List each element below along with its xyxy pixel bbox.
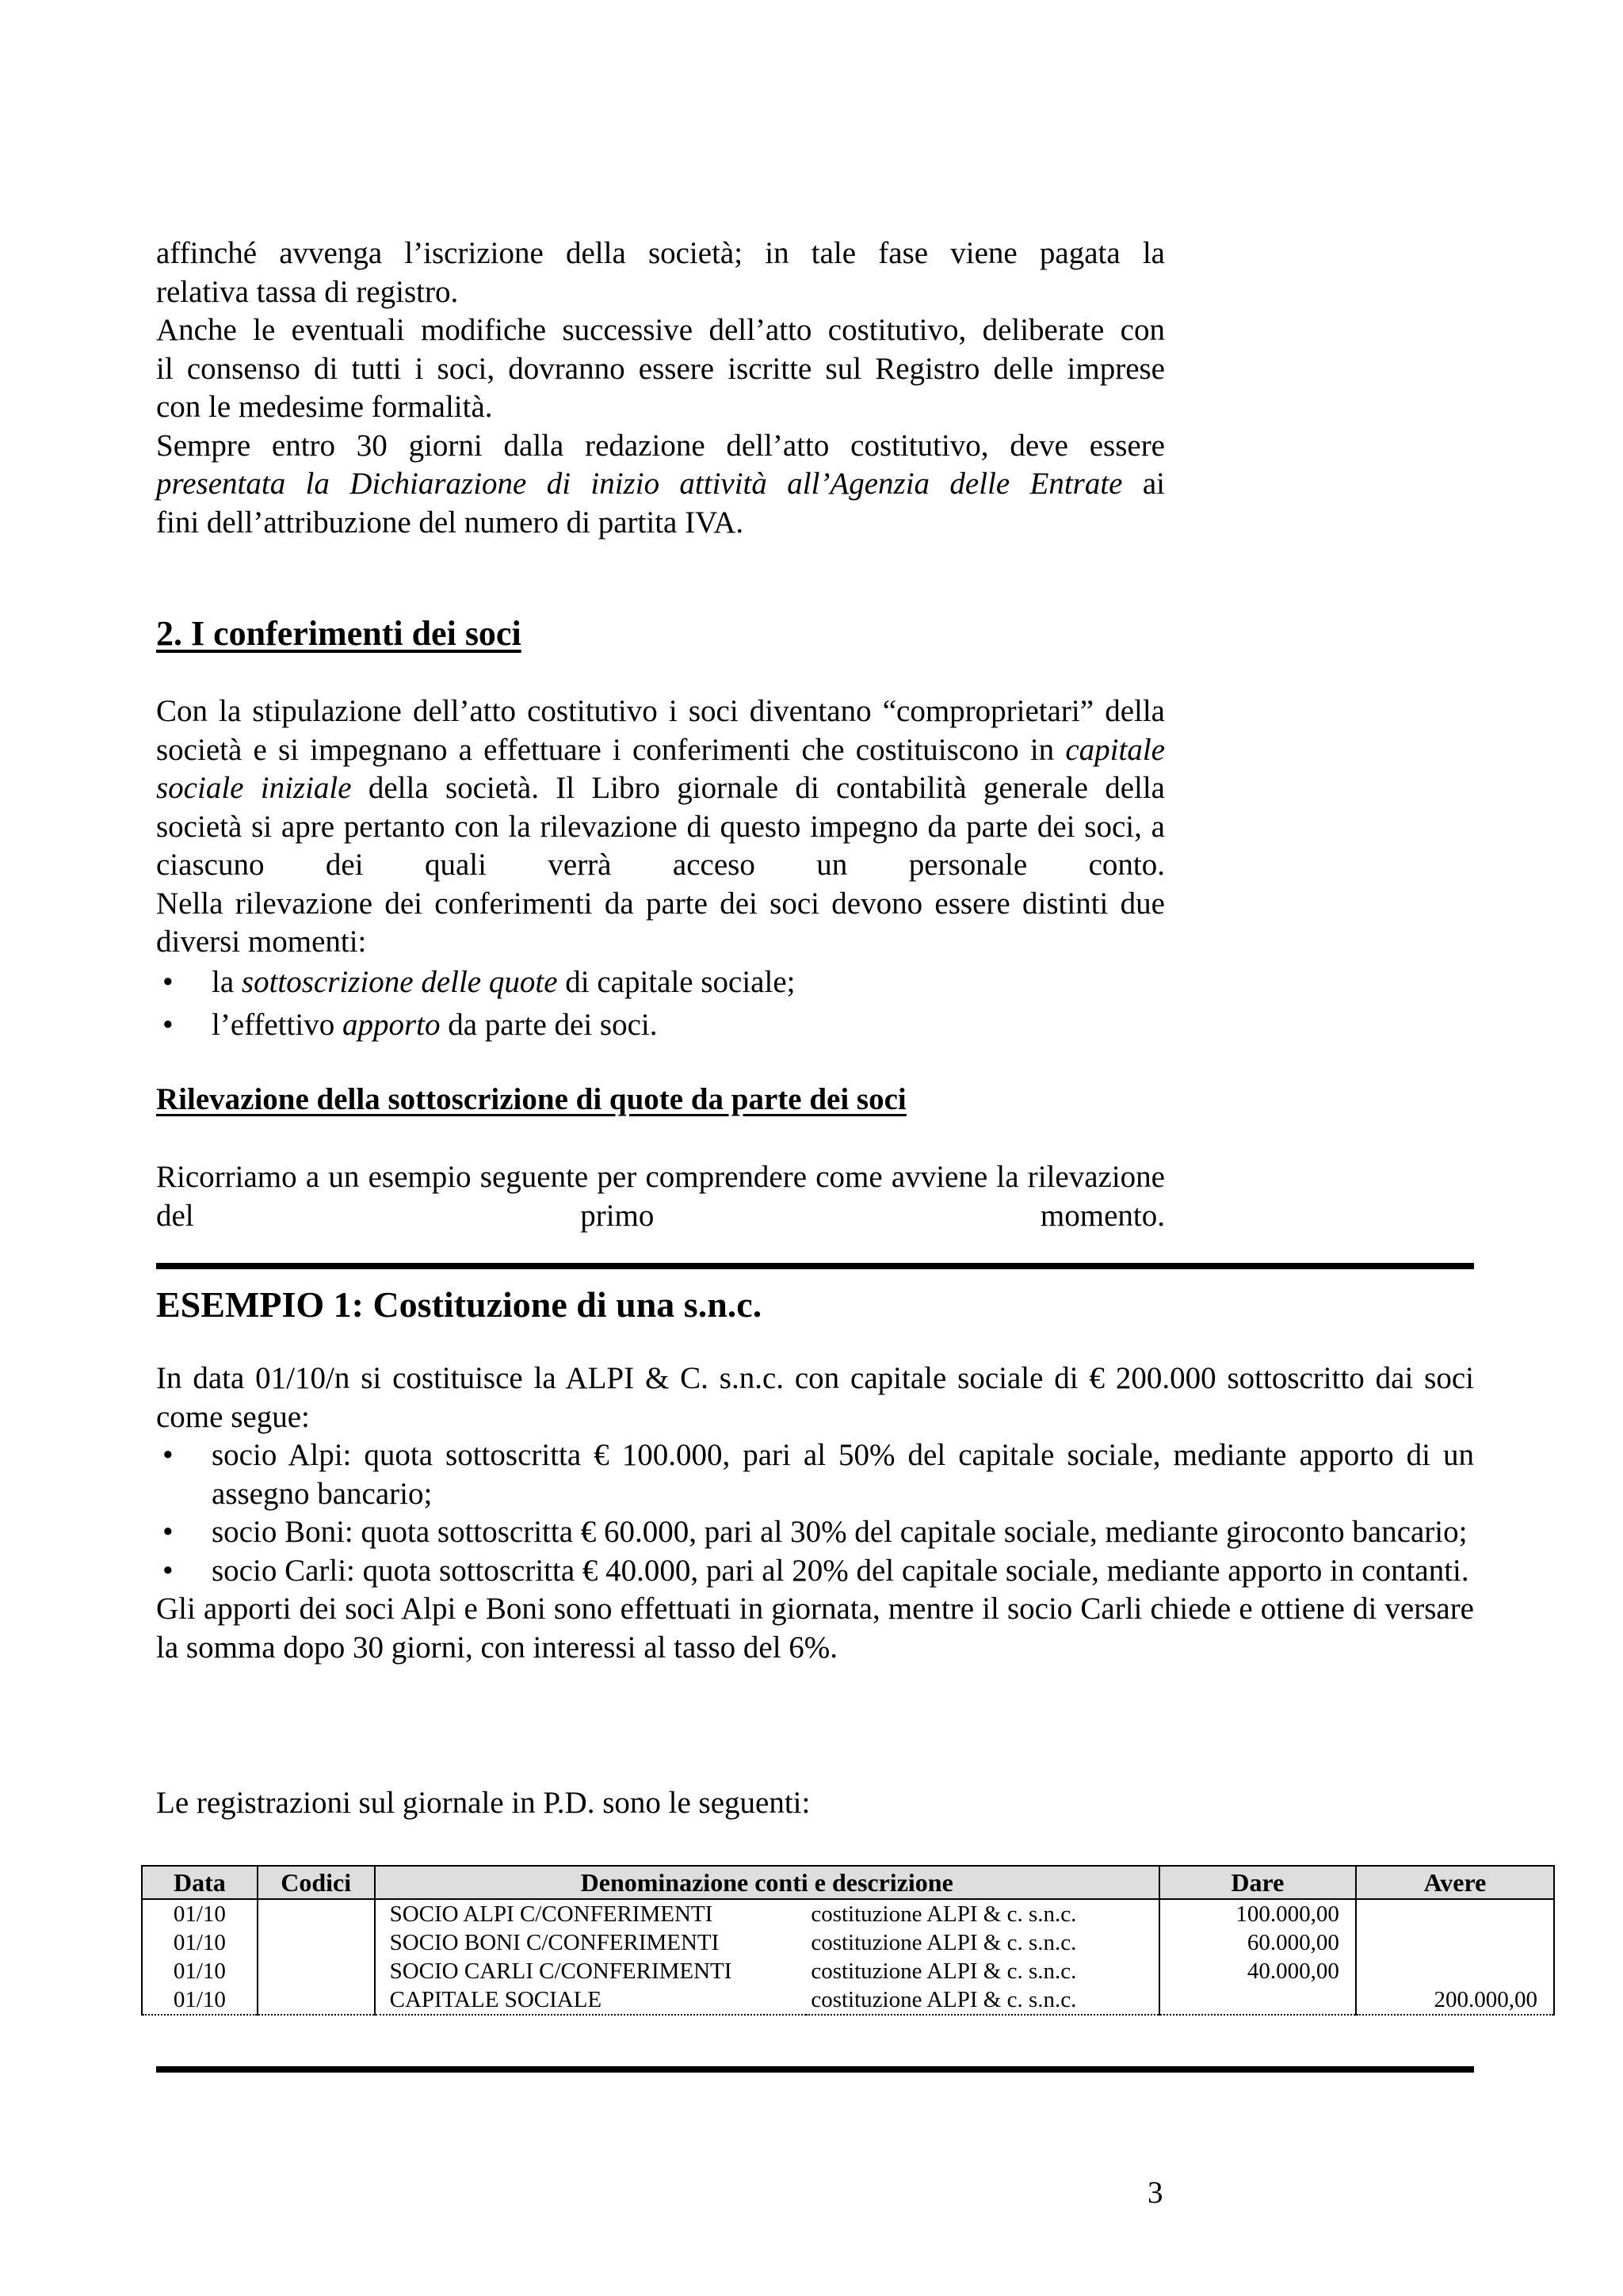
subsection-heading: Rilevazione della sottoscrizione di quote da parte dei soci xyxy=(156,1082,907,1116)
bullet2-b: da parte dei soci. xyxy=(440,1008,658,1042)
cell-account: SOCIO ALPI C/CONFERIMENTI xyxy=(375,1899,807,1928)
intro-p3-italic: presentata la Dichiarazione di inizio attività all’Agenzia delle Entrate xyxy=(156,467,1123,501)
table-row xyxy=(142,1899,1554,1928)
intro-p1-line1: affinché avvenga l’iscrizione della società; in tale fase viene pagata la xyxy=(156,236,1165,270)
cell-code xyxy=(258,1957,375,1985)
cell-account: SOCIO BONI C/CONFERIMENTI xyxy=(375,1928,807,1957)
bullet-icon: • xyxy=(162,1515,174,1549)
intro-p3-line3: fini dell’attribuzione del numero di partita IVA. xyxy=(156,505,744,540)
table-row xyxy=(142,1928,1554,1957)
header-codes: Codici xyxy=(258,1866,375,1899)
section2-para1-italic: capitale sociale iniziale xyxy=(156,732,1165,805)
partner-boni: socio Boni: quota sottoscritta € 60.000, pari al 30% del capitale sociale, mediante giroconto bancario; xyxy=(212,1515,1468,1549)
example-top-rule xyxy=(156,1263,1474,1269)
example-body xyxy=(156,1360,1474,1667)
registrations-intro-block xyxy=(156,1784,1474,1823)
cell-date: 01/10 xyxy=(142,1928,258,1957)
intro-p3-tail: ai xyxy=(1122,467,1165,501)
cell-credit xyxy=(1356,1928,1554,1957)
section-heading-block xyxy=(156,615,1165,654)
partner-alpi: socio Alpi: quota sottoscritta € 100.000, pari al 50% del capitale sociale, mediante apporto di un assegno bancario; xyxy=(212,1438,1474,1511)
cell-code xyxy=(258,1985,375,2015)
bullet1-a: la xyxy=(212,964,242,999)
bullet1-b: di capitale sociale; xyxy=(557,964,796,999)
cell-date: 01/10 xyxy=(142,1899,258,1928)
list-item xyxy=(156,963,1165,1002)
cell-debit: 100.000,00 xyxy=(1159,1899,1356,1928)
cell-debit: 40.000,00 xyxy=(1159,1957,1356,1985)
section2-para1 xyxy=(156,692,1165,885)
journal-table xyxy=(141,1865,1555,2016)
table-row xyxy=(142,1985,1554,2015)
cell-account: CAPITALE SOCIALE xyxy=(375,1985,807,2015)
intro-p3-line1: Sempre entro 30 giorni dalla redazione dell’atto costitutivo, deve essere xyxy=(156,428,1165,463)
section2-para3-block xyxy=(156,1158,1165,1235)
intro-p2-line2: il consenso di tutti i soci, dovranno essere iscritte sul Registro delle imprese xyxy=(156,351,1165,386)
section2-para1-b: della società. Il Libro giornale di contabilità generale della società si apre pertanto con la rilevazione di questo impegno da parte dei soci, a ciascuno dei quali verrà acceso un personale conto. xyxy=(156,771,1165,882)
header-credit: Avere xyxy=(1356,1866,1554,1899)
example-title: ESEMPIO 1: Costituzione di una s.n.c. xyxy=(156,1284,762,1325)
example-intro: In data 01/10/n si costituisce la ALPI & C. s.n.c. con capitale sociale di € 200.000 sottoscritto dai soci come segue: xyxy=(156,1361,1474,1434)
partner-carli: socio Carli: quota sottoscritta € 40.000, pari al 20% del capitale sociale, mediante apporto in contanti. xyxy=(212,1553,1469,1588)
list-item xyxy=(156,1552,1474,1591)
cell-description: costituzione ALPI & c. s.n.c. xyxy=(811,1930,1077,1955)
cell-account: SOCIO CARLI C/CONFERIMENTI xyxy=(375,1957,807,1985)
header-description: Denominazione conti e descrizione xyxy=(375,1866,1159,1899)
section2-para2: Nella rilevazione dei conferimenti da parte dei soci devono essere distinti due diversi momenti: xyxy=(156,886,1165,959)
header-debit: Dare xyxy=(1159,1866,1356,1899)
moments-list xyxy=(156,963,1165,1045)
bullet1-italic: sottoscrizione delle quote xyxy=(241,964,558,999)
list-item xyxy=(156,1006,1165,1045)
section2-para3: Ricorriamo a un esempio seguente per comprendere come avviene la rilevazione del primo momento. xyxy=(156,1160,1165,1233)
cell-credit: 200.000,00 xyxy=(1356,1985,1554,2015)
intro-p2-line3: con le medesime formalità. xyxy=(156,390,493,424)
page-number: 3 xyxy=(1148,2176,1163,2210)
example-after: Gli apporti dei soci Alpi e Boni sono effettuati in giornata, mentre il socio Carli chiede e ottiene di versare la somma dopo 30 giorni, con interessi al tasso del 6%. xyxy=(156,1592,1474,1665)
bullet-icon: • xyxy=(162,1438,174,1472)
cell-description: costituzione ALPI & c. s.n.c. xyxy=(811,1958,1077,1984)
bullet-icon: • xyxy=(162,1008,174,1042)
cell-date: 01/10 xyxy=(142,1957,258,1985)
cell-description: costituzione ALPI & c. s.n.c. xyxy=(806,1985,1159,2015)
journal-header-row xyxy=(142,1866,1554,1899)
cell-credit xyxy=(1356,1899,1554,1928)
bullet2-italic: apporto xyxy=(342,1008,441,1042)
example-bottom-rule xyxy=(156,2066,1474,2073)
intro-p2-line1: Anche le eventuali modifiche successive dell’atto costitutivo, deliberate con xyxy=(156,313,1165,347)
intro-p1-line2: relativa tassa di registro. xyxy=(156,274,459,309)
list-item xyxy=(156,1436,1474,1513)
cell-credit xyxy=(1356,1957,1554,1985)
list-item xyxy=(156,1513,1474,1552)
intro-p3-line2 xyxy=(156,465,1165,504)
cell-debit xyxy=(1159,1985,1356,2015)
bullet-icon: • xyxy=(162,1553,174,1588)
bullet-icon: • xyxy=(162,964,174,999)
section2-body xyxy=(156,692,1165,1045)
cell-debit: 60.000,00 xyxy=(1159,1928,1356,1957)
cell-date: 01/10 xyxy=(142,1985,258,2015)
cell-description: costituzione ALPI & c. s.n.c. xyxy=(811,1901,1077,1927)
subheading-block xyxy=(156,1081,1165,1119)
header-date: Data xyxy=(142,1866,258,1899)
intro-block xyxy=(156,235,1165,542)
cell-code xyxy=(258,1899,375,1928)
cell-code xyxy=(258,1928,375,1957)
section2-para1-a: Con la stipulazione dell’atto costitutivo i soci diventano “comproprietari” della società e si impegnano a effettuare i conferimenti che costituiscono in xyxy=(156,694,1165,767)
registrations-intro: Le registrazioni sul giornale in P.D. sono le seguenti: xyxy=(156,1786,811,1820)
partners-list xyxy=(156,1436,1474,1590)
section-heading: 2. I conferimenti dei soci xyxy=(156,614,521,653)
table-row xyxy=(142,1957,1554,1985)
bullet2-a: l’effettivo xyxy=(212,1008,342,1042)
